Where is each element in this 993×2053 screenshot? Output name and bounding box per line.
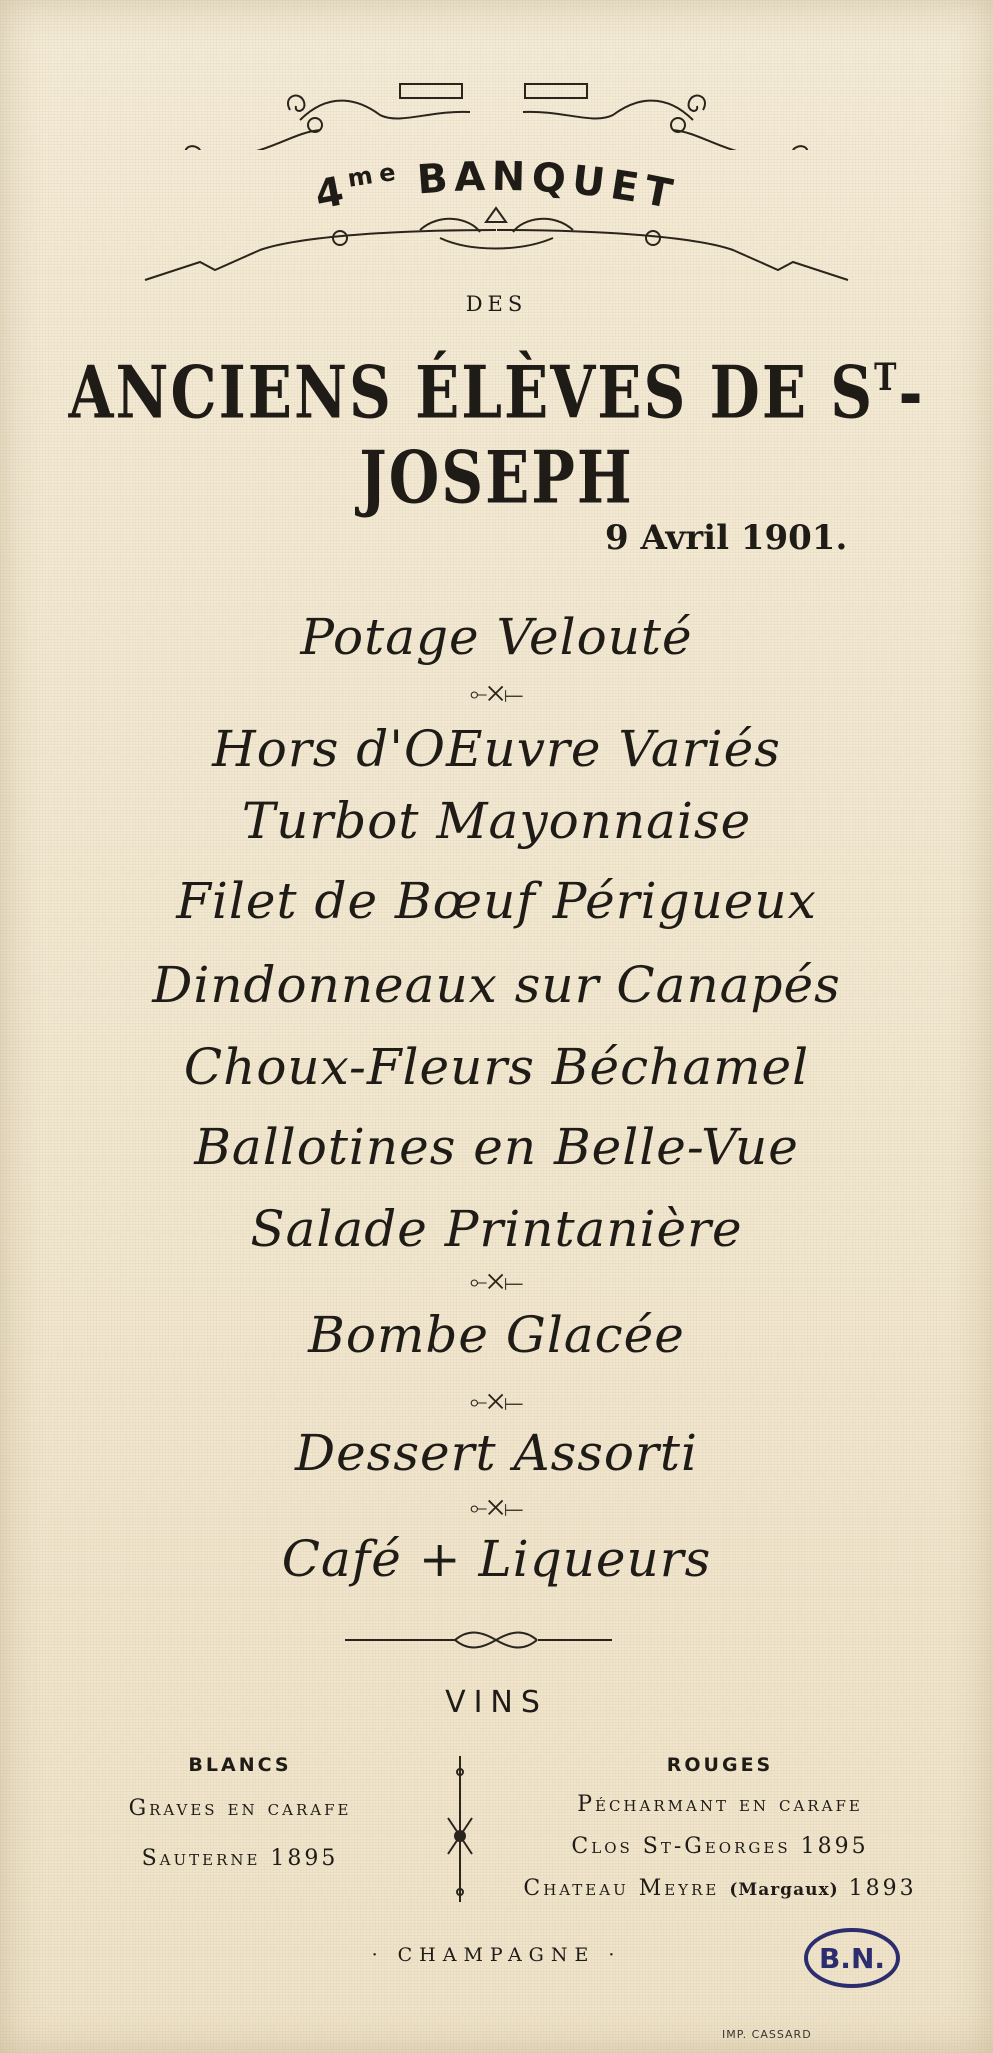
lower-flourish-ornament: [0, 200, 993, 290]
dish-separator: ⟜✕⟝: [469, 1496, 524, 1521]
chateau-appellation: (Margaux): [729, 1880, 839, 1900]
banquet-number: 4: [311, 167, 354, 219]
column-divider-ornament: [440, 1752, 480, 1912]
dish-item: Turbot Mayonnaise: [241, 792, 752, 850]
dish-item: Ballotines en Belle-Vue: [194, 1118, 799, 1176]
dish-item: Hors d'OEuvre Variés: [212, 720, 781, 778]
banquet-date: 9 Avril 1901.: [605, 518, 848, 558]
dish-item: Dessert Assorti: [295, 1424, 698, 1482]
white-wine-item: Sauterne 1895: [141, 1846, 339, 1871]
white-wine-item: Graves en carafe: [128, 1796, 352, 1821]
chateau-year: 1893: [848, 1876, 917, 1901]
chateau-name: Chateau Meyre: [523, 1876, 720, 1901]
red-wine-item: Clos St-Georges 1895: [571, 1834, 869, 1859]
dish-separator: ⟜✕⟝: [469, 1390, 524, 1415]
dish-item: Choux-Fleurs Béchamel: [183, 1038, 810, 1096]
red-wine-item: Pécharmant en carafe: [577, 1792, 863, 1817]
champagne-label: · CHAMPAGNE ·: [371, 1944, 622, 1966]
rouges-heading: ROUGES: [666, 1754, 774, 1776]
dish-separator: ⟜✕⟝: [469, 682, 524, 707]
banquet-suffix: me: [345, 157, 403, 193]
blancs-heading: BLANCS: [188, 1754, 292, 1776]
dish-item: Filet de Bœuf Périgueux: [176, 872, 817, 930]
dish-item: Dindonneaux sur Canapés: [152, 956, 841, 1014]
rule-divider-ornament: [0, 1628, 993, 1652]
society-title-pre: ANCIENS ÉLÈVES DE S: [68, 350, 875, 435]
library-stamp: [802, 1926, 902, 1990]
banquet-word: BANQUET: [415, 153, 682, 219]
dish-item: Potage Velouté: [300, 608, 693, 666]
society-title: [0, 350, 993, 520]
society-title-post: -JOSEPH: [359, 350, 925, 520]
dish-item: Salade Printanière: [250, 1200, 743, 1258]
dish-item: Bombe Glacée: [308, 1306, 685, 1364]
dish-separator: ⟜✕⟝: [469, 1270, 524, 1295]
des-label: DES: [465, 292, 528, 316]
wines-title: VINS: [445, 1685, 548, 1720]
society-title-sup: T: [874, 356, 899, 400]
red-wine-item-chateau: [490, 1876, 950, 1901]
dish-item: Café + Liqueurs: [281, 1530, 712, 1588]
printer-imprint: IMP. CASSARD: [722, 2028, 812, 2041]
stamp-text: B.N.: [818, 1942, 886, 1975]
